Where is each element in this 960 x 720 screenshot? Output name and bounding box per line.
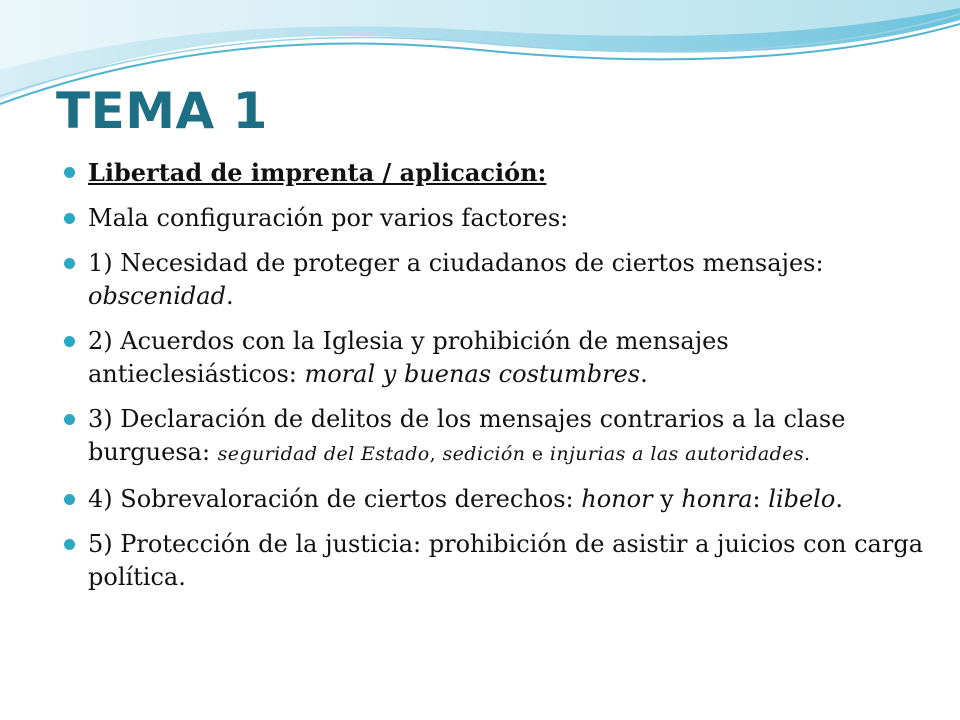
bullet-dot-icon xyxy=(64,494,75,505)
italic-term: sedición xyxy=(442,443,526,465)
bullet-text: . xyxy=(803,443,811,465)
list-item xyxy=(64,247,934,313)
italic-term: injurias a las autoridades xyxy=(549,443,804,465)
bullet-text: . xyxy=(640,360,648,388)
slide-title: TEMA 1 xyxy=(56,82,268,140)
bullet-dot-icon xyxy=(64,539,75,550)
bullet-text: Mala configuración por varios factores: xyxy=(88,204,569,232)
italic-term: libelo xyxy=(768,485,836,513)
bullet-list xyxy=(64,156,934,606)
bullet-dot-icon xyxy=(64,213,75,224)
bullet-text: 5) Protección de la justicia: prohibición de asistir a juicios con carga política. xyxy=(88,530,923,591)
italic-term: obscenidad xyxy=(88,282,226,310)
bullet-text: 4) Sobrevaloración de ciertos derechos: xyxy=(88,485,582,513)
italic-term: seguridad del Estado xyxy=(217,443,430,465)
bullet-dot-icon xyxy=(64,336,75,347)
bullet-text: y xyxy=(652,485,682,513)
italic-term: moral y buenas costumbres xyxy=(304,360,641,388)
bullet-text: , xyxy=(429,443,443,465)
bullet-text: : xyxy=(752,485,769,513)
bullet-text: 2) Acuerdos con la Iglesia y prohibición de mensajes antieclesiásticos: xyxy=(88,327,729,388)
bullet-text: 1) Necesidad de proteger a ciudadanos de ciertos mensajes: xyxy=(88,249,824,277)
italic-term: honor xyxy=(581,485,653,513)
bullet-dot-icon xyxy=(64,167,75,178)
bullet-dot-icon xyxy=(64,414,75,425)
list-item xyxy=(64,325,934,391)
bullet-text: . xyxy=(835,485,843,513)
italic-term: honra xyxy=(681,485,753,513)
bullet-dot-icon xyxy=(64,258,75,269)
list-item xyxy=(64,403,934,471)
bullet-text: 3) Declaración de delitos de los mensajes contrarios a la clase burguesa: xyxy=(88,405,846,466)
bullet-text: . xyxy=(225,282,234,310)
bullet-text: e xyxy=(525,443,550,465)
list-item xyxy=(64,528,934,594)
list-item xyxy=(64,156,934,190)
list-item xyxy=(64,483,934,516)
list-item xyxy=(64,202,934,235)
section-heading: Libertad de imprenta / aplicación: xyxy=(88,158,547,187)
